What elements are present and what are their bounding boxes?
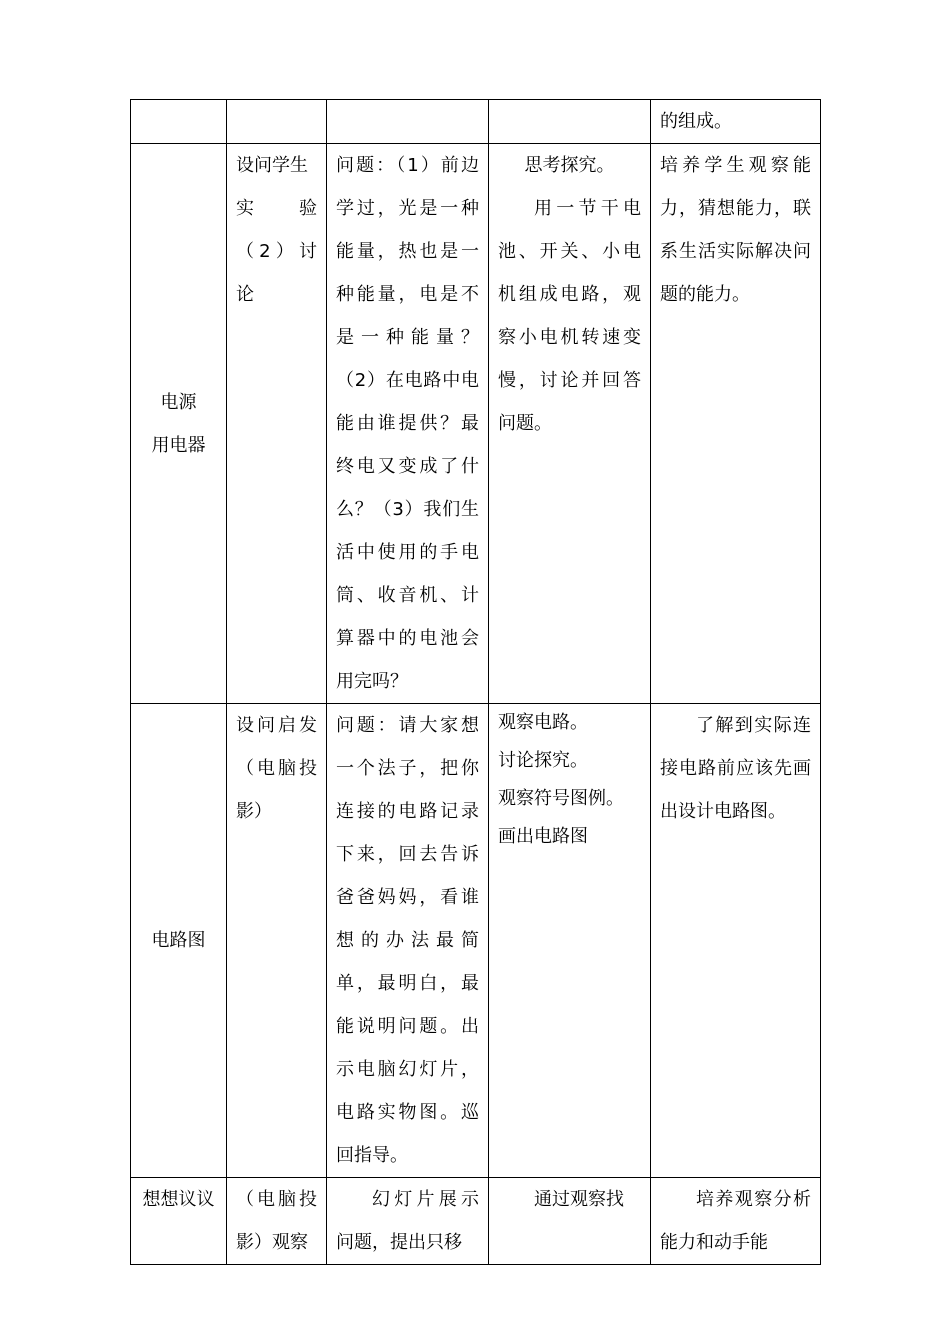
table-cell: [489, 100, 651, 144]
topic-line: 用电器: [151, 434, 206, 456]
method-line: 设问学生: [236, 155, 308, 176]
student-line: 用一节干电池、开关、小电机组成电路，观察小电机转速变慢，讨论并回答问题。: [498, 198, 641, 434]
teacher-activity-cell: 问题：请大家想一个法子，把你连接的电路记录下来，回去告诉爸爸妈妈，看谁想的办法最简单，最明白，最能说明问题。出示电脑幻灯片，电路实物图。巡回指导。: [327, 704, 489, 1178]
student-line: 画出电路图: [498, 826, 588, 847]
purpose-cell: 培养观察分析能力和动手能: [651, 1178, 821, 1265]
lesson-plan-table: [130, 99, 821, 1265]
student-activity-cell: [489, 144, 651, 704]
table-cell: [131, 100, 227, 144]
student-activity-cell: 通过观察找: [489, 1178, 651, 1265]
table-row: [131, 100, 821, 144]
method-line: （2）讨: [236, 241, 317, 262]
table-cell: [227, 100, 327, 144]
topic-cell: [131, 144, 227, 704]
purpose-cell: 了解到实际连接电路前应该先画出设计电路图。: [651, 704, 821, 1178]
student-line: 思考探究。: [524, 155, 615, 176]
topic-cell: 电路图: [131, 704, 227, 1178]
table-cell: [327, 100, 489, 144]
table-row: [131, 1178, 821, 1265]
purpose-cell: 培养学生观察能力，猜想能力，联系生活实际解决问题的能力。: [651, 144, 821, 704]
student-activity-cell: [489, 704, 651, 1178]
method-cell: 设问启发（电脑投影）: [227, 704, 327, 1178]
student-line: 观察电路。: [498, 712, 588, 733]
teacher-activity-cell: 问题：（1）前边学过，光是一种能量，热也是一种能量，电是不是一种能量？（2）在电路中电能由谁提供？最终电又变成了什么？（3）我们生活中使用的手电筒、收音机、计算器中的电池会用完吗？: [327, 144, 489, 704]
student-line: 观察符号图例。: [498, 788, 624, 809]
table-row: [131, 144, 821, 704]
student-line: 讨论探究。: [498, 750, 588, 771]
purpose-cell: 的组成。: [651, 100, 821, 144]
topic-cell: 想想议议: [131, 1178, 227, 1265]
method-cell: （电脑投影）观察: [227, 1178, 327, 1265]
teacher-activity-cell: 幻灯片展示问题，提出只移: [327, 1178, 489, 1265]
table-row: [131, 704, 821, 1178]
topic-line: 电源: [160, 391, 197, 413]
method-line: 实 验: [236, 198, 317, 219]
method-cell: [227, 144, 327, 704]
method-line: 论: [236, 284, 254, 305]
